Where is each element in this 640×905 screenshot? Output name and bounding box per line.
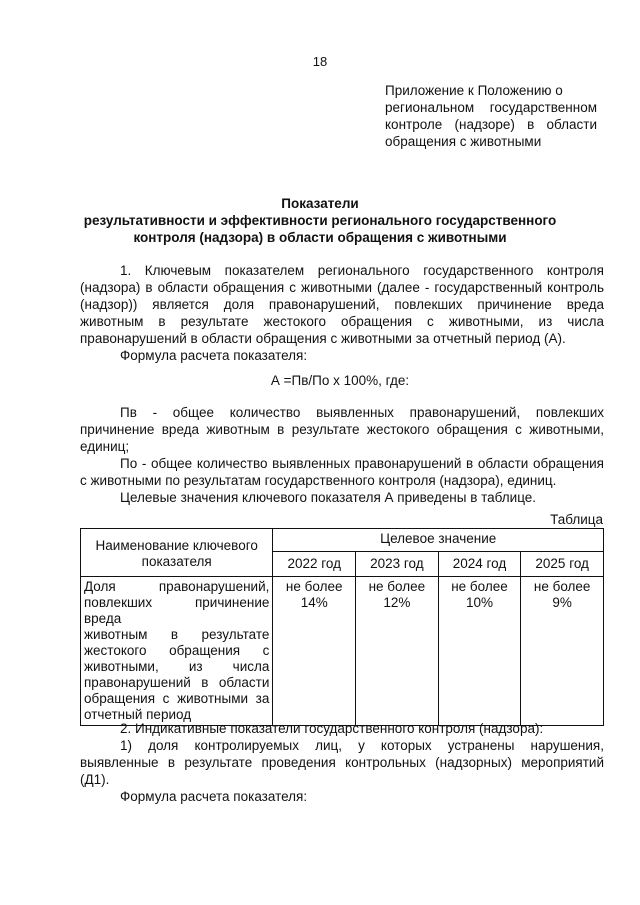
section2-heading: 2. Индикативные показатели государственного контроля (надзора): [120, 721, 544, 736]
value-line: не более [285, 579, 343, 594]
value-line: не более [533, 579, 591, 594]
paragraph-line: По - общее количество выявленных правонарушений в области обращения [120, 456, 604, 471]
indicators-table [80, 528, 604, 726]
value-percent: 9% [552, 595, 572, 610]
header-indicator-name: Наименование ключевого показателя [81, 529, 273, 577]
document-title [60, 195, 580, 246]
value-percent: 12% [383, 595, 411, 610]
paragraph-line: выявленные в результате проведения контрольных (надзорных) мероприятий [80, 755, 604, 770]
title-line: Показатели [281, 196, 359, 211]
indicator-name-cell [81, 577, 273, 726]
target-note: Целевые значения ключевого показателя А приведены в таблице. [120, 490, 537, 505]
cell-line: отчетный период [84, 707, 192, 722]
value-percent: 10% [465, 595, 493, 610]
paragraph-line: (Д1). [80, 772, 110, 787]
paragraph-line: Пв - общее количество выявленных правонарушений, повлекших [120, 405, 604, 420]
cell-line: правонарушений в области [84, 675, 270, 690]
header-year: 2024 год [438, 552, 521, 577]
section2-paragraph [80, 720, 604, 805]
value-percent: 14% [300, 595, 328, 610]
pv-definition [80, 404, 604, 506]
cell-line: жестокого обращения с [84, 643, 270, 658]
appendix-line: региональном государственном [385, 100, 597, 115]
paragraph-line: с животными по результатам государственного контроля (надзора), единиц. [80, 473, 557, 488]
target-value-cell [273, 577, 356, 726]
title-line: результативности и эффективности регионального государственного [83, 213, 557, 228]
header-year: 2022 год [273, 552, 356, 577]
cell-line: обращения с животными за [84, 691, 270, 706]
table-header-row [81, 529, 604, 552]
section1-paragraph [80, 262, 604, 364]
formula-label: Формула расчета показателя: [120, 348, 308, 363]
value-line: не более [451, 579, 508, 594]
page-number: 18 [312, 54, 328, 69]
value-line: не более [368, 579, 426, 594]
appendix-line: обращения с животными [385, 134, 542, 149]
appendix-line: Приложение к Положению о [385, 83, 563, 98]
paragraph-line: (надзор)) является доля правонарушений, повлекших причинение вреда [80, 297, 604, 312]
paragraph-line: животным в результате жестокого обращения с животными, из числа [80, 314, 604, 329]
appendix-note [385, 82, 597, 150]
table-caption: Таблица [550, 512, 603, 527]
header-year: 2025 год [521, 552, 604, 577]
paragraph-line: (надзора) в области обращения с животными (далее - государственный контроль [80, 280, 604, 295]
target-value-cell [521, 577, 604, 726]
target-value-cell [438, 577, 521, 726]
cell-line: повлекших причинение вреда [84, 595, 270, 626]
table-row [81, 577, 604, 726]
title-line: контроля (надзора) в области обращения с животными [133, 230, 507, 245]
paragraph-line: причинение вреда животным в результате жестокого обращения с животными, [80, 422, 604, 437]
paragraph-line: 1) доля контролируемых лиц, у которых устранены нарушения, [120, 738, 604, 753]
paragraph-line: 1. Ключевым показателем регионального государственного контроля [120, 263, 604, 278]
header-year: 2023 год [356, 552, 439, 577]
paragraph-line: правонарушений в области обращения с животными за отчетный период (А). [80, 331, 566, 346]
header-target-value: Целевое значение [273, 529, 604, 552]
formula: А =Пв/По х 100%, где: [270, 373, 410, 388]
paragraph-line: единиц; [80, 439, 130, 454]
target-value-cell [356, 577, 439, 726]
cell-line: Доля правонарушений, [84, 579, 270, 594]
formula-label: Формула расчета показателя: [120, 789, 308, 804]
appendix-line: контроле (надзоре) в области [385, 117, 597, 132]
cell-line: животными, из числа [84, 659, 270, 674]
cell-line: животным в результате [84, 627, 270, 642]
